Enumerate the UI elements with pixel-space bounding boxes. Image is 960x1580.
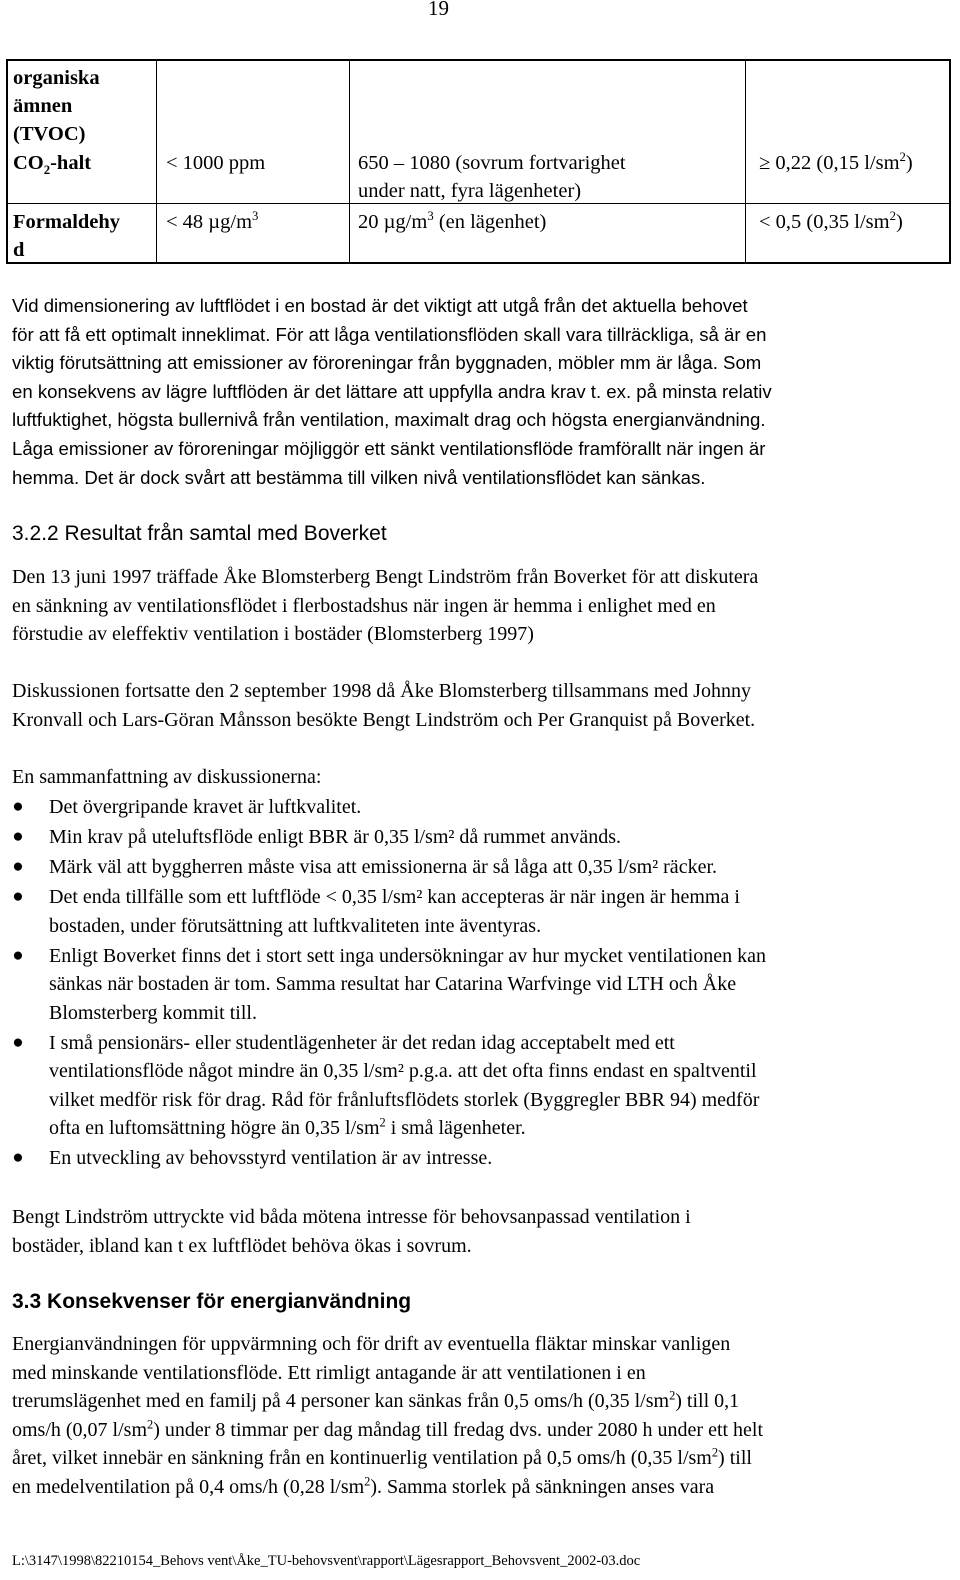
continuation-paragraph: Diskussionen fortsatte den 2 september 1998 då Åke Blomsterberg tillsammans med Johnny Kronvall och Lars-Göran Månsson besökte Bengt Lindström och Per Granquist på Boverket.: [12, 680, 756, 731]
list-item: ● Min krav på uteluftsflöde enligt BBR är 0,35 l/sm² då rummet används.: [12, 823, 947, 852]
section-heading-3-3: 3.3 Konsekvenser för energianvändning: [12, 1290, 412, 1313]
energy-paragraph: Energianvändningen för uppvärmning och för drift av eventuella fläktar minskar vanligen med minskande ventilationsflöde. Ett rimligt antagande är att ventilationen i en trerumslägenhet med en familj på 4 personer kan sänkas från 0,5 oms/h (0,35 $l/sm^2$) till 0,1 oms/h (0,07 $l/sm^2$) under 8 timmar per dag måndag till fredag dvs. under 2080 h under ett helt året, vilket innebär en sänkning från en kontinuerlig ventilation på 0,5 oms/h (0,35 $l/sm^2$) till en medelventilation på 0,4 oms/h (0,28 $l/sm^2$). Samma storlek på sänkningen anses vara: [12, 1333, 764, 1498]
table-cell-measured: 20 $\mu g/m^3$ (en lägenhet): [358, 209, 547, 233]
table-cell-flow: ≥ 0,22 (0,15 $l/sm^2$): [759, 150, 913, 174]
footer-file-path: L:\3147\1998\82210154_Behovs vent\Åke_TU-behovsvent\rapport\Lägesrapport_Behovsvent_2002-03.doc: [12, 1553, 641, 1569]
meeting-paragraph: Den 13 juni 1997 träffade Åke Blomsterberg Bengt Lindström från Boverket för att diskutera en sänkning av ventilationsflödet i flerbostadshus när ingen är hemma i enlighet med en förstudie av eleffektiv ventilation i bostäder (Blomsterberg 1997): [12, 566, 759, 645]
table-cell-substance: Formaldehy d: [13, 211, 121, 261]
table-cell-measured: 650 – 1080 (sovrum fortvarighet under natt, fyra lägenheter): [358, 152, 626, 202]
table-divider: [745, 61, 746, 262]
bullet-icon: ●: [12, 856, 24, 877]
bullet-icon: ●: [12, 1147, 24, 1168]
list-item: ● Det enda tillfälle som ett luftflöde < 0,35 l/sm² kan accepteras är när ingen är hemma i bostaden, under förutsättning att luftkvaliteten inte äventyras.: [12, 883, 947, 940]
bullet-icon: ●: [12, 826, 24, 847]
bullet-icon: ●: [12, 796, 24, 817]
section-heading-3-2-2: 3.2.2 Resultat från samtal med Boverket: [12, 522, 387, 545]
table-cell-limit: < 1000 ppm: [166, 152, 266, 174]
table-cell-flow: < 0,5 (0,35 $l/sm^2$): [759, 209, 903, 233]
intro-paragraph: Vid dimensionering av luftflödet i en bostad är det viktigt att utgå från det aktuella behovet för att få ett optimalt inneklimat. För att låga ventilationsflöden skall vara tillräckliga, så är en viktig förutsättning att emissioner av föroreningar från byggnaden, möbler mm är låga. Som en konsekvens av lägre luftflöden är det lättare att uppfylla andra krav t. ex. på minsta relativ luftfuktighet, högsta bullernivå från ventilation, maximalt drag och högsta energianvändning. Låga emissioner av föroreningar möjliggör ett sänkt ventilationsflöde framförallt när ingen är hemma. Det är dock svårt att bestämma till vilken nivå ventilationsflödet kan sänkas.: [12, 295, 772, 488]
list-item: ● I små pensionärs- eller studentlägenheter är det redan idag acceptabelt med ett ventilationsflöde något mindre än 0,35 l/sm² p.g.a. att det ofta finns endast en spaltventil vilket medför risk för drag. Råd för frånluftsflödets storlek (Byggregler BBR 94) medför ofta en luftomsättning högre än 0,35 $l/sm^2$ i små lägenheter.: [12, 1029, 947, 1143]
bullet-icon: ●: [12, 886, 24, 907]
closing-paragraph: Bengt Lindström uttryckte vid båda mötena intresse för behovsanpassad ventilation i bostäder, ibland kan t ex luftflödet behöva ökas i sovrum.: [12, 1206, 691, 1257]
bullet-icon: ●: [12, 1031, 24, 1053]
table-cell-substance: [13, 64, 100, 148]
table-divider: [349, 61, 350, 262]
table-divider: [156, 61, 157, 262]
bullet-icon: ●: [12, 944, 24, 966]
page-number: 19: [428, 0, 449, 20]
pollutant-table: [6, 59, 951, 264]
summary-intro: En sammanfattning av diskussionerna:: [12, 766, 322, 788]
summary-list: [12, 793, 947, 1174]
list-item: ● Det övergripande kravet är luftkvalitet.: [12, 793, 947, 822]
list-item: ● Enligt Boverket finns det i stort sett inga undersökningar av hur mycket ventilationen kan sänkas när bostaden är tom. Samma resultat har Catarina Warfvinge vid LTH och Åke Blomsterberg kommit till.: [12, 942, 947, 1028]
list-item: ● En utveckling av behovsstyrd ventilation är av intresse.: [12, 1144, 947, 1173]
table-text: ämnen: [13, 95, 73, 117]
table-cell-substance: $CO_2$-halt: [13, 152, 92, 178]
table-text: (TVOC): [13, 123, 86, 145]
table-text: organiska: [13, 67, 100, 89]
table-cell-limit: < 48 $\mu g/m^3$: [166, 209, 259, 233]
list-item: ● Märk väl att byggherren måste visa att emissionerna är så låga att 0,35 l/sm² räcker.: [12, 853, 947, 882]
